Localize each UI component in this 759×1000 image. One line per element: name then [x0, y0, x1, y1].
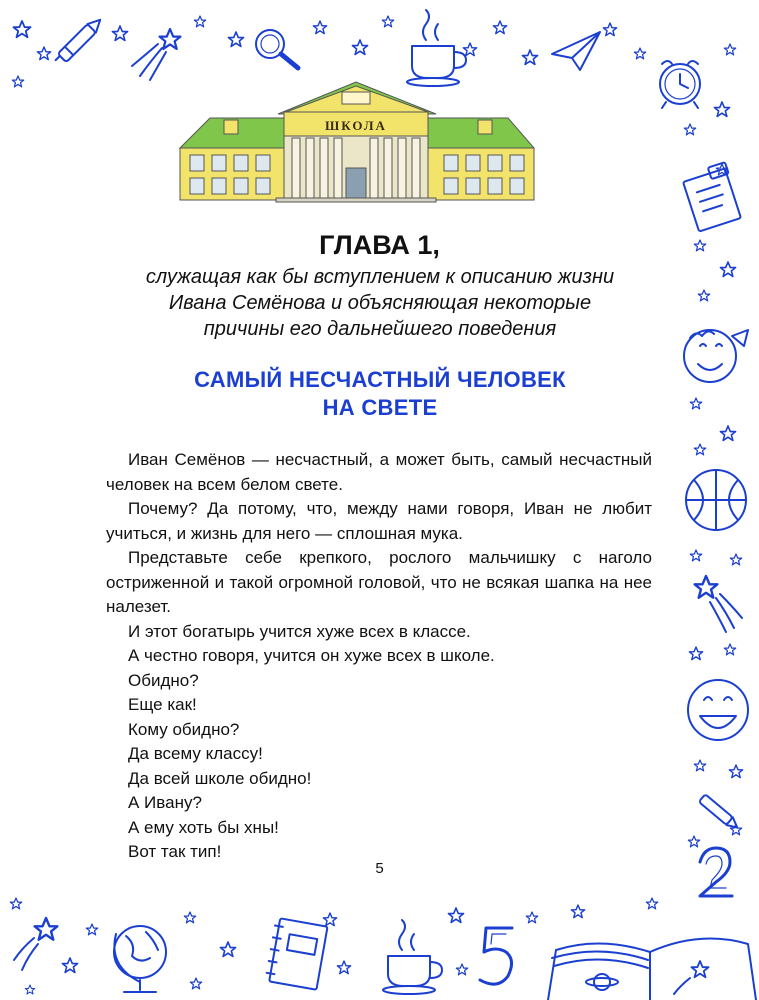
subtitle-line: служащая как бы вступлением к описанию жизни — [145, 266, 615, 288]
body-text — [106, 448, 652, 865]
subtitle-line: причины его дальнейшего поведения — [203, 318, 557, 340]
paragraph: Да всей школе обидно! — [128, 768, 312, 788]
paragraph: А ему хоть бы хны! — [128, 817, 279, 837]
school-sign: ШКОЛА — [325, 118, 387, 133]
section-title-line: САМЫЙ НЕСЧАСТНЫЙ ЧЕЛОВЕК — [194, 367, 566, 392]
paragraph: Да всему классу! — [128, 744, 263, 763]
subtitle-line: Ивана Семёнова и объясняющая некоторые — [168, 292, 592, 314]
chapter-title: ГЛАВА 1, — [319, 230, 440, 260]
section-title-line: НА СВЕТЕ — [322, 395, 438, 420]
page-number: 5 — [375, 860, 384, 877]
paragraph: А честно говоря, учится он хуже всех в школе. — [128, 646, 495, 665]
paragraph: Кому обидно? — [128, 719, 240, 739]
paragraph: Представьте себе крепкого, рослого мальчишку с наголо остриженной и такой огромной головой, что не всякая шапка на нее налезет. — [106, 548, 652, 616]
paragraph: Еще как! — [128, 695, 197, 714]
paragraph: А Ивану? — [128, 793, 202, 812]
paragraph: И этот богатырь учится хуже всех в классе. — [128, 621, 471, 641]
chapter-subtitle — [90, 264, 670, 342]
paragraph: Иван Семёнов — несчастный, а может быть, самый несчастный человек на всем белом свете. — [106, 450, 652, 494]
section-title — [100, 366, 660, 422]
paragraph: Обидно? — [128, 670, 199, 690]
paragraph: Почему? Да потому, что, между нами говоря, Иван не любит учиться, и жизнь для него — сплошная мука. — [106, 499, 652, 543]
paragraph: Вот так тип! — [128, 842, 222, 861]
